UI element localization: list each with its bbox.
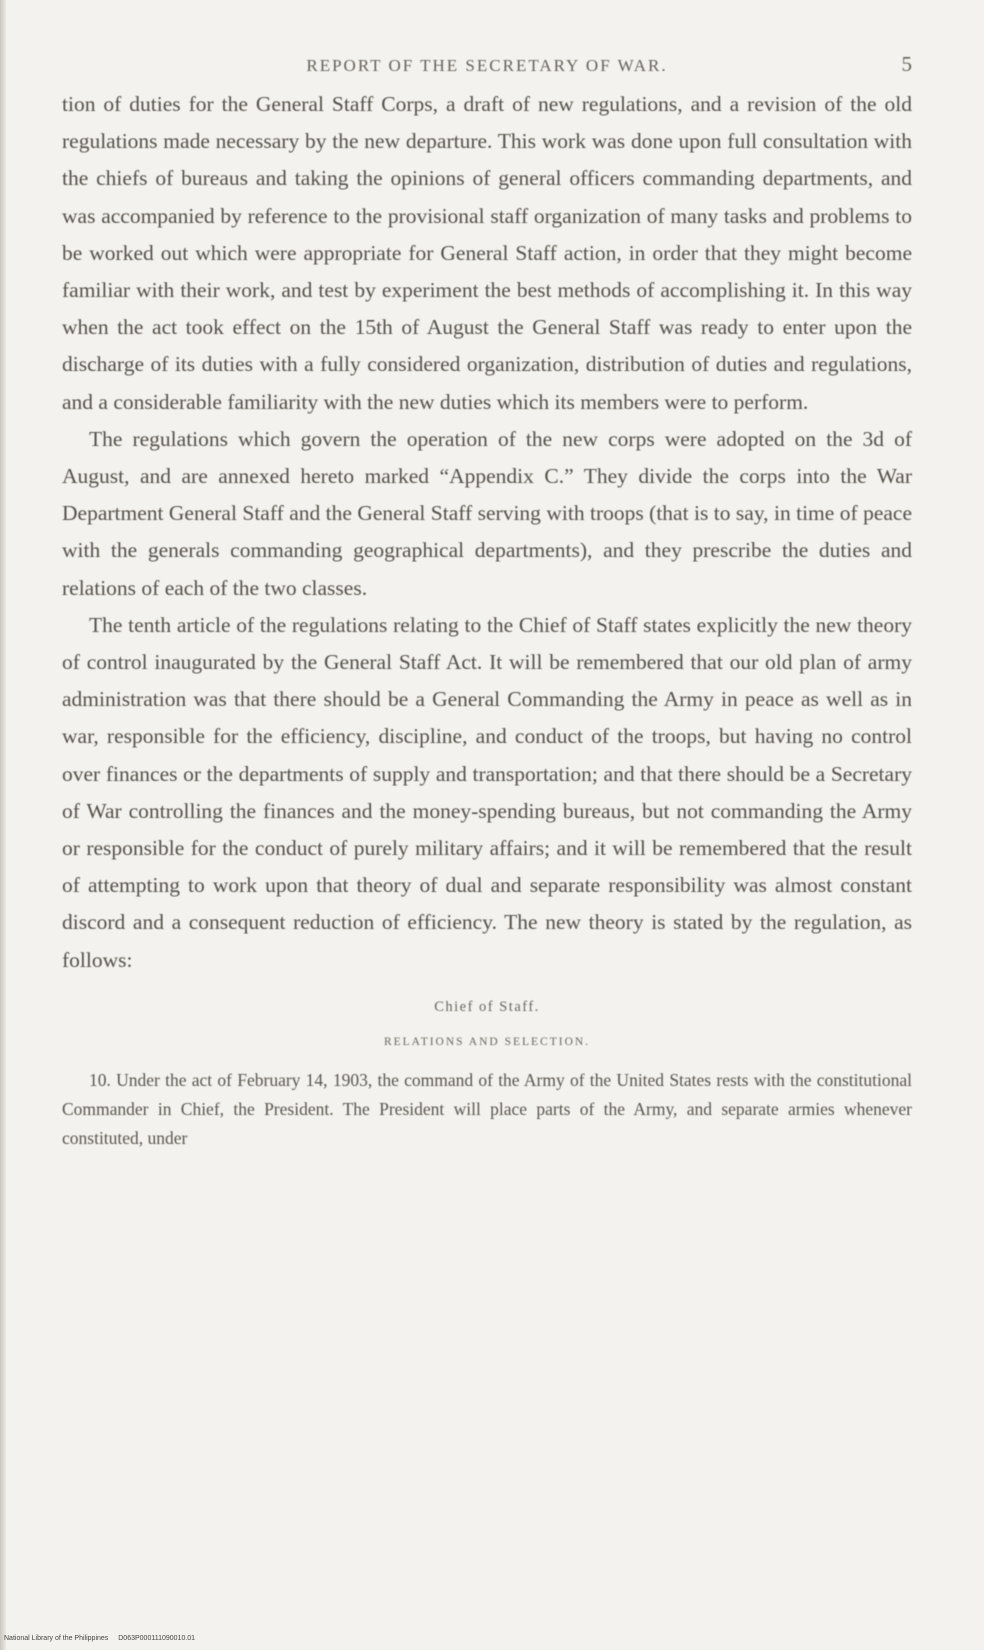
regulation-text: 10. Under the act of February 14, 1903, the command of the Army of the United States rests with the constitutional Commander in Chief, the President. The President will place parts of the Army, and separate armies whenever constituted, under (62, 1069, 912, 1148)
paragraph-1: tion of duties for the General Staff Corps, a draft of new regulations, and a revision of the old regulations made necessary by the new departure. This work was done upon full consultation with the chiefs of bureaus and taking the opinions of general officers commanding departments, and was accompanied by reference to the provisional staff organization of many tasks and problems to be worked out which were appropriate for General Staff action, in order that they might become familiar with their work, and test by experiment the best methods of accomplishing it. In this way when the act took effect on the 15th of August the General Staff was ready to enter upon the discharge of its duties with a fully considered organization, distribution of duties and regulations, and a considerable familiarity with the new duties which its members were to perform. (62, 92, 912, 414)
running-header (62, 50, 912, 86)
paragraph-3: The tenth article of the regulations relating to the Chief of Staff states explicitly the new theory of control inaugurated by the General Staff Act. It will be remembered that our old plan of army administration was that there should be a General Commanding the Army in peace as well as in war, responsible for the efficiency, discipline, and conduct of the troops, but having no control over finances or the departments of supply and transportation; and that there should be a Secretary of War controlling the finances and the money-spending bureaus, but not commanding the Army or responsible for the conduct of purely military affairs; and it will be remembered that the result of attempting to work upon that theory of dual and separate responsibility was almost constant discord and a consequent reduction of efficiency. The new theory is stated by the regulation, as follows: (62, 612, 912, 972)
scan-edge (0, 0, 6, 1650)
scan-footer (4, 1635, 195, 1642)
document-page (62, 50, 912, 1153)
page-number: 5 (901, 52, 912, 76)
running-title: REPORT OF THE SECRETARY OF WAR. (306, 56, 668, 75)
section-subheading: RELATIONS AND SELECTION. (383, 1035, 591, 1048)
paragraph-2: The regulations which govern the operation of the new corps were adopted on the 3d of August, and are annexed hereto marked “Appendix C.” They divide the corps into the War Department General Staff and the General Staff serving with troops (that is to say, in time of peace with the generals commanding geographical departments), and they prescribe the duties and relations of each of the two classes. (62, 426, 912, 600)
section-heading: Chief of Staff. (434, 998, 540, 1015)
scan-code: D063P000111090010.01 (118, 1635, 196, 1642)
library-credit: National Library of the Philippines (4, 1635, 109, 1642)
